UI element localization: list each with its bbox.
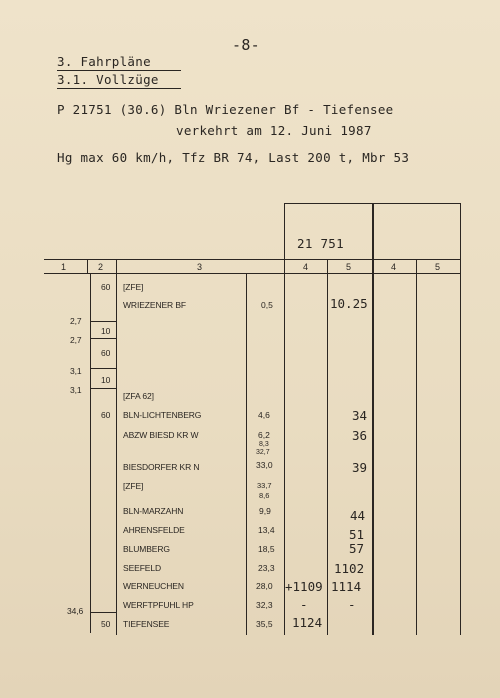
- km-cell: 8,3: [259, 441, 269, 448]
- col-header-3: 3: [197, 262, 202, 272]
- km-cell: 8,6: [259, 491, 270, 500]
- station-name: [ZFE]: [123, 481, 144, 491]
- col-header-2: 2: [98, 262, 103, 272]
- km-marker: 34,6: [67, 606, 84, 616]
- departure-cell: 57: [349, 541, 365, 556]
- col-header-1: 1: [61, 262, 66, 272]
- station-name: BIESDORFER KR N: [123, 462, 200, 472]
- km-cell: 33,0: [256, 460, 273, 470]
- col-header-4b: 4: [391, 262, 396, 272]
- km-cell: 4,6: [258, 410, 270, 420]
- train-date-line: verkehrt am 12. Juni 1987: [176, 123, 372, 138]
- train-number: 21 751: [297, 236, 344, 251]
- departure-cell: 34: [352, 408, 368, 423]
- col-header-4: 4: [303, 262, 308, 272]
- km-cell: 0,5: [261, 300, 273, 310]
- station-name: [ZFA 62]: [123, 391, 154, 401]
- departure-cell: 39: [352, 460, 368, 475]
- km-marker: 2,7: [70, 335, 82, 345]
- station-name: TIEFENSEE: [123, 619, 170, 629]
- km-marker: 3,1: [70, 366, 82, 376]
- departure-cell: 1114: [331, 579, 362, 594]
- km-cell: 18,5: [258, 544, 275, 554]
- departure-cell: -: [348, 597, 356, 612]
- departure-cell: 10.25: [330, 296, 368, 311]
- km-cell: 6,2: [258, 430, 270, 440]
- train-parameters-line: Hg max 60 km/h, Tfz BR 74, Last 200 t, Mbr 53: [57, 150, 410, 165]
- km-marker: 3,1: [70, 385, 82, 395]
- arrival-cell: 1124: [292, 615, 323, 630]
- station-name: SEEFELD: [123, 563, 162, 573]
- station-name: WERNEUCHEN: [123, 581, 184, 591]
- station-name: [ZFE]: [123, 282, 144, 292]
- speed-cell: 60: [101, 348, 111, 358]
- departure-cell: 44: [350, 508, 366, 523]
- departure-cell: 51: [349, 527, 365, 542]
- station-name: BLN-LICHTENBERG: [123, 410, 202, 420]
- km-cell: 33,7: [257, 481, 272, 490]
- speed-cell: 60: [101, 282, 111, 292]
- departure-cell: 1102: [334, 561, 365, 576]
- speed-cell: 10: [101, 326, 111, 336]
- station-name: BLN-MARZAHN: [123, 506, 184, 516]
- station-name: ABZW BIESD KR W: [123, 430, 199, 440]
- station-name: AHRENSFELDE: [123, 525, 185, 535]
- speed-cell: 60: [101, 410, 111, 420]
- train-route-line: P 21751 (30.6) Bln Wriezener Bf - Tiefensee: [57, 102, 394, 117]
- station-name: WRIEZENER BF: [123, 300, 187, 310]
- departure-cell: 36: [352, 428, 368, 443]
- speed-cell: 50: [101, 619, 111, 629]
- km-marker: 2,7: [70, 316, 82, 326]
- km-cell: 23,3: [258, 563, 275, 573]
- page-number: -8-: [232, 36, 260, 54]
- station-name: WERFTPFUHL HP: [123, 600, 194, 610]
- arrival-cell: +1109: [285, 579, 323, 594]
- heading-fahrplaene: 3. Fahrpläne: [57, 54, 181, 71]
- km-cell: 35,5: [256, 619, 273, 629]
- speed-cell: 10: [101, 375, 111, 385]
- station-name: BLUMBERG: [123, 544, 170, 554]
- km-cell: 32,3: [256, 600, 273, 610]
- km-cell: 13,4: [258, 525, 275, 535]
- km-cell: 28,0: [256, 581, 273, 591]
- col-header-5b: 5: [435, 262, 440, 272]
- col-header-5: 5: [346, 262, 351, 272]
- km-cell: 9,9: [259, 506, 271, 516]
- arrival-cell: -: [300, 597, 308, 612]
- km-cell: 32,7: [256, 449, 270, 456]
- heading-vollzuege: 3.1. Vollzüge: [57, 72, 181, 89]
